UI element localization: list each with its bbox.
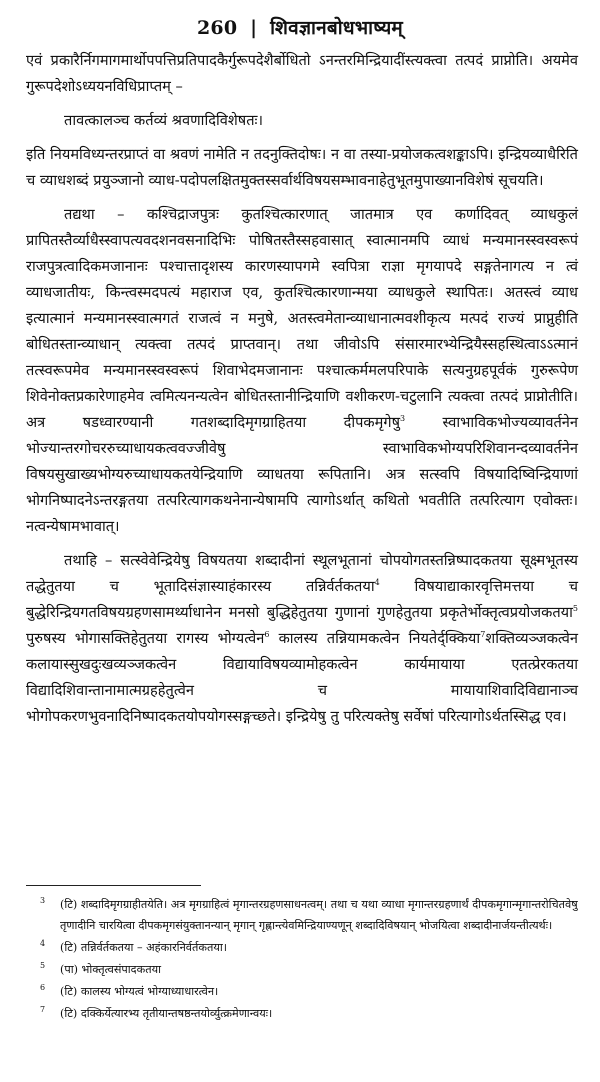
paragraph-text: तद्यथा – कश्चिद्राजपुत्रः कुतश्चित्कारणात् जातमात्र एव कर्णादिवत् व्याधकुलं प्रापितस्तैर्व्याधैस्स्वापत्यवदशनवसनादिभिः पोषितस्तैस्सहवासात् स्वात्मानमपि व्याधं मन्यमानस्स्वस्वरूपं राजपुत्रत्वादिकमजानानः पश्चात्तादृशस्य कारणस्यापगमे स्वपित्रा राज्ञा मृगयापदे सङ्गतेनागत्य न त्वं व्याधजातीयः, किन्त्वस्मदपत्यं महाराज एव, कुतश्चित्कारणान्मया व्याधकुले स्थापितः। अतस्त्वं व्याध इत्यात्मानं मन्यमानस्स्वात्मगतं राजत्वं न मनुषे, अतस्त्वमेतान्व्याधानात्मवशीकृत्य मत्पदं राज्यं प्राप्नुहीति बोधितस्तान्व्याधान् त्यक्त्वा तत्पदं प्राप्तवान्। तथा जीवोऽपि संसारमारभ्येन्द्रियैस्सहस्थित्वाऽऽत्मानं तत्स्वरूपमेव मन्यमानस्स्वस्वरूपं शिवाभेदमजानानः पश्चात्कर्ममलपरिपाके सत्यनुग्रहपूर्वकं गुरुरूपेण शिवेनोक्तप्रकारेणाहमेव त्वमित्यनन्यत्वेन बोधितस्तानीन्द्रियाणि वशीकरण-चटुलानि त्यक्त्वा तत्पदं प्राप्नोतीति। अत्र षडध्वारण्यानी गतशब्दादिमृगग्राहितया दीपकमृगेषु [26, 206, 578, 431]
footnote-divider [26, 885, 201, 886]
main-text [26, 48, 578, 730]
footnote-5 [40, 959, 580, 980]
footnotes [40, 894, 580, 1025]
footnote-ref-7: 7 [480, 630, 486, 640]
paragraph-text: एवं प्रकारैर्निगमागमार्थोपपत्तिप्रतिपादकैर्गुरूपदेशैर्बोधितो ऽनन्तरमिन्द्रियादींस्त्यक्त्वा तत्पदं प्राप्नोति। अयमेव गुरूपदेशोऽध्ययनविधिप्राप्तम् – [26, 52, 578, 95]
book-title: शिवज्ञानबोधभाष्यम् [270, 17, 403, 39]
paragraph-1 [26, 48, 578, 100]
footnote-ref-5: 5 [572, 604, 578, 614]
header-separator: | [250, 17, 258, 39]
paragraph-text: तथाहि – सत्स्वेवेन्द्रियेषु विषयतया शब्दादीनां स्थूलभूतानां चोपयोगतस्तन्निष्पादकतया सूक्ष्मभूतस्य तद्धेतुतया च भूतादिसंज्ञास्याहंकारस्य तन्निर्वर्तकतया [26, 552, 578, 595]
footnote-text: (टि) तन्निर्वर्तकतया – अहंकारनिर्वर्तकतया। [60, 941, 227, 954]
footnote-4 [40, 937, 580, 958]
paragraph-text: इति नियमविध्यन्तरप्राप्तं वा श्रवणं नामेति न तदनुक्तिदोषः। न वा तस्या-प्रयोजकत्वशङ्काऽपि। इन्द्रियव्याधैरिति च व्याधशब्दं प्रयुञ्जानो व्याध-पदोपलक्षितमुक्तस्सर्वार्थविषयसम्भावनाहेतुभूतमुपाख्यानविशेषं सूचयति। [26, 146, 578, 189]
footnote-number: 3 [40, 896, 46, 905]
paragraph-text-continued: स्वाभाविकभोज्यव्यावर्तनेन भोज्यान्तरगोचररुच्याधायकत्ववज्जीवेषु स्वाभाविकभोग्यपरिशिवानन्दव्यावर्तनेन विषयसुखाख्यभोग्यरुच्याधायकतयेन्द्रियाणि व्याधतया रूपितानि। अत्र सत्स्वपि विषयादिष्विन्द्रियाणां भोगनिष्पादनेऽन्तरङ्गतया तत्परित्यागकथनेनान्येषामपि त्यागोऽर्थात् कथितो भवतीति तत्परित्याग एवोक्तः। नत्वन्येषामभावात्। [26, 414, 578, 535]
footnote-3 [40, 894, 580, 936]
footnote-number: 6 [40, 983, 46, 992]
paragraph-text: तावत्कालञ्च कर्तव्यं श्रवणादिविशेषतः। [64, 112, 264, 129]
footnote-ref-4: 4 [374, 578, 380, 588]
footnote-text: (टि) कालस्य भोग्यत्वं भोग्याध्याधारत्वेन। [60, 985, 219, 998]
paragraph-text: शक्तिव्यञ्जकत्वेन कलायास्सुखदुःखव्यञ्जकत्वेन विद्यायाविषयव्यामोहकत्वेन कार्यमायाया एतत्प्रेरकतया विद्यादिशिवान्तानामात्मग्रहहेतुत्वेन च मायायाशिवादिविद्यानाञ्च भोगोपकरणभुवनादिनिष्पादकतयोपयोगस्सङ्गच्छते। इन्द्रियेषु तु परित्यक्तेषु सर्वेषां परित्यागोऽर्थतस्सिद्ध एव। [26, 630, 578, 725]
footnote-text: (टि) दक्किर्येत्यारभ्य तृतीयान्तषष्ठन्तयोर्व्युत्क्रमेणान्वयः। [60, 1007, 273, 1020]
footnote-text: (पा) भोक्तृत्वसंपादकतया [60, 963, 161, 976]
running-header [0, 14, 600, 40]
footnote-7 [40, 1003, 580, 1024]
page-number: 260 [197, 17, 238, 39]
footnote-text: (टि) शब्दादिमृगग्राहीतयेति। अत्र मृगग्राहित्वं मृगान्तरग्रहणसाधनत्वम्। तथा च यथा व्याधा मृगान्तरग्रहणार्थं दीपकमृगान्मृगान्तरोचितवेषु तृणादीनि चारयित्वा दीपकमृगसंयुक्तानन्यान् मृगान् गृह्णान्त्येवमिन्द्रियाण्यणून् शब्दादिविषयान् भोजयित्वा शब्दादीनार्जयन्तीत्यर्थः। [60, 898, 578, 932]
paragraph-text: विषयाद्याकारवृत्तिमत्तया च बुद्धेरिन्द्रियगतविषयग्रहणसामर्थ्याधानेन मनसो बुद्धिहेतुतया गुणानां गुणहेतुतया प्रकृतेर्भोक्तृत्वप्रयोजकतया [26, 578, 578, 621]
paragraph-2-quote [26, 108, 578, 134]
paragraph-text: पुरुषस्य भोगासक्तिहेतुतया रागस्य भोग्यत्वेन [26, 630, 265, 647]
footnote-number: 5 [40, 961, 46, 970]
footnote-ref-3: 3 [400, 414, 406, 424]
paragraph-text: कालस्य तन्नियामकत्वेन नियतेर्द्क्किया [269, 630, 481, 647]
footnote-ref-6: 6 [264, 630, 270, 640]
footnote-number: 7 [40, 1005, 46, 1014]
paragraph-5 [26, 548, 578, 730]
paragraph-4 [26, 202, 578, 540]
paragraph-3 [26, 142, 578, 194]
footnote-number: 4 [40, 939, 46, 948]
footnote-6 [40, 981, 580, 1002]
